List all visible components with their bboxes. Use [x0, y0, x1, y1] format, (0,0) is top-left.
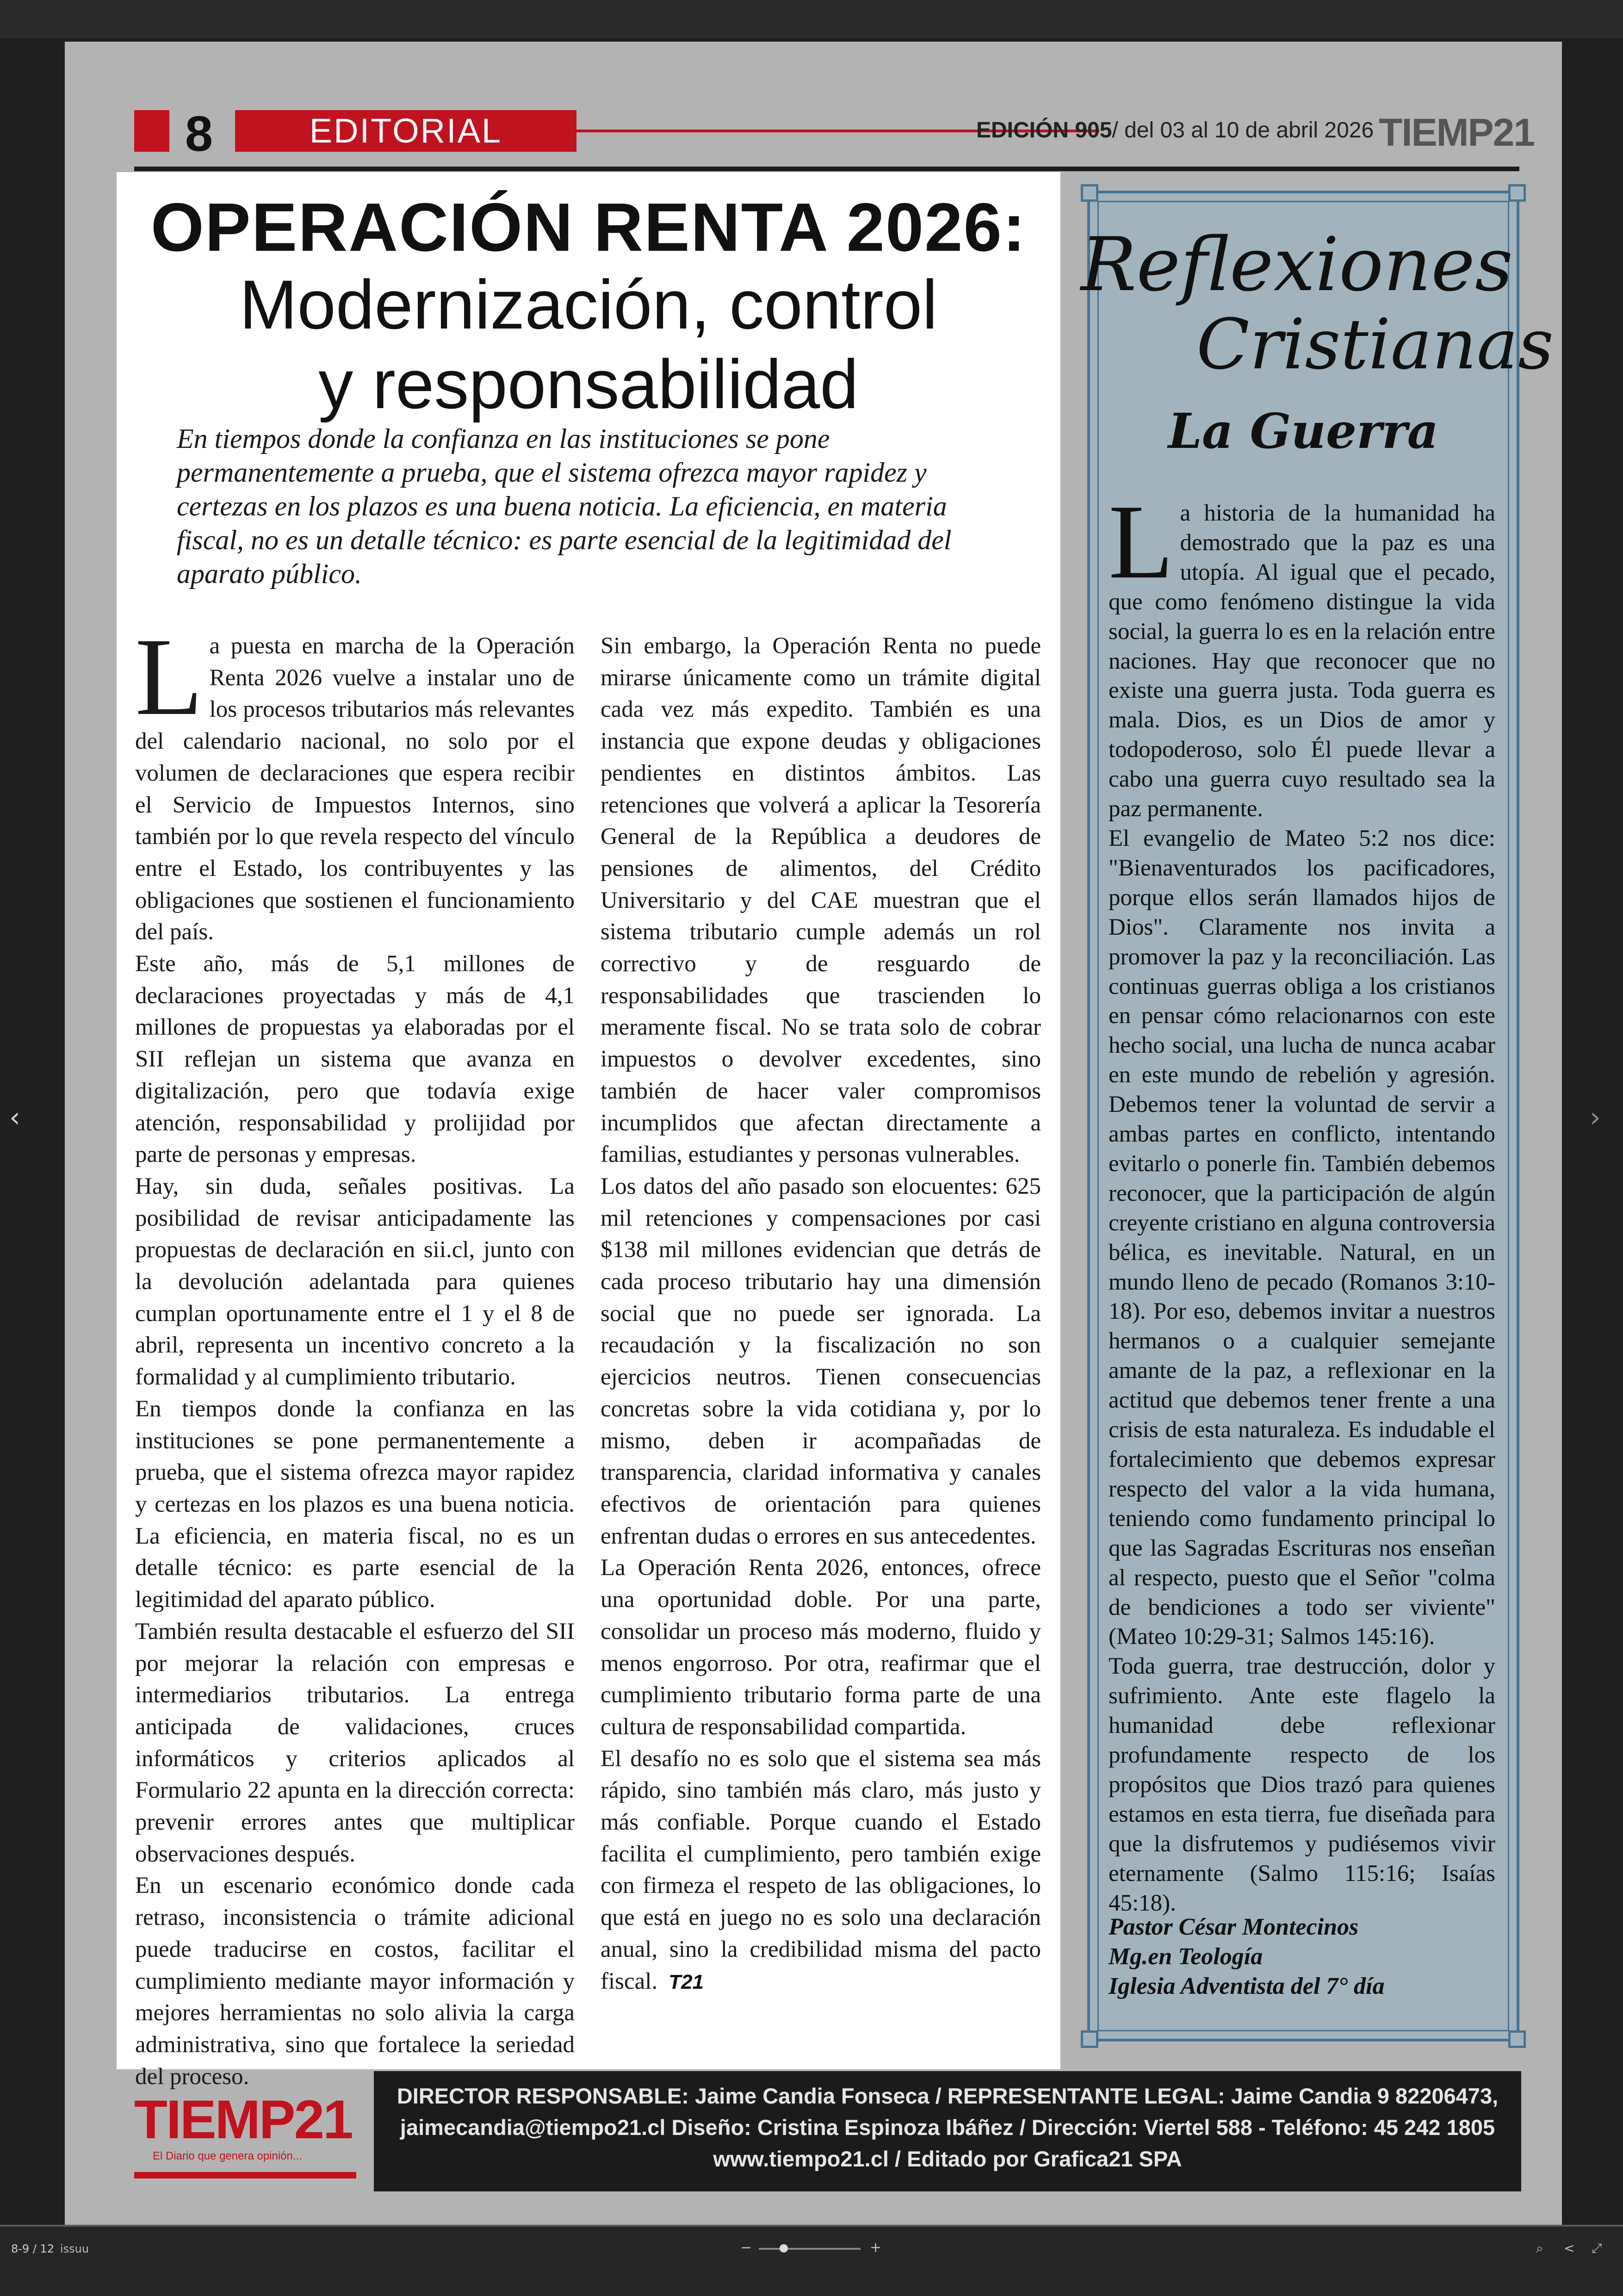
footer-logo-text: TIEMP21 — [134, 2089, 352, 2150]
fullscreen-icon[interactable]: ⤢ — [1592, 2240, 1602, 2256]
next-page-arrow-icon[interactable]: › — [1590, 1101, 1601, 1134]
signature-name: Pastor César Montecinos — [1109, 1914, 1359, 1940]
paragraph: La puesta en marcha de la Operación Renta 2026 vuelve a instalar uno de los procesos tributarios más relevantes del calendario nacional, no solo por el volumen de declaraciones que espera recibir el Servicio de Impuestos Internos, sino también por lo que revela respecto del vínculo entre el Estado, los contribuyentes y las obligaciones que sostienen el funcionamiento del país. — [135, 615, 575, 945]
paragraph: También resulta destacable el esfuerzo del SII por mejorar la relación con empresas e intermediarios tributarios. La entrega anticipada de validaciones, cruces informáticos y criterios aplicados al Formulario 22 apunta en la dirección correcta: prevenir errores antes que multiplicar observaciones después. — [135, 1618, 575, 1867]
title-line-1: OPERACIÓN RENTA 2026: — [150, 189, 1027, 266]
editorial-column-2 — [601, 630, 1041, 1998]
zoom-in-button[interactable]: + — [870, 2240, 882, 2256]
paragraph: Hay, sin duda, señales positivas. La posibilidad de revisar anticipadamente las propuestas de declaración en sii.cl, junto con la devolución adelantada para quienes cumplan oportunamente entre el 1 y el 8 de abril, representa un incentivo concreto a la formalidad y al cumplimiento tributario. — [135, 1173, 575, 1390]
paragraph: Sin embargo, la Operación Renta no puede mirarse únicamente como un trámite digital cada vez más expedito. También es una instancia que expone deudas y obligaciones pendientes en distintos ámbitos. Las retenciones que volverá a aplicar la Tesorería General de la República a deudores de pensiones de alimentos, del Crédito Universitario y del CAE muestran que el sistema tributario cumple además un rol correctivo y de resguardo de responsabilidades que trascienden lo meramente fiscal. No se trata solo de cobrar impuestos o devolver excedentes, sino también de hacer valer compromisos incumplidos que afectan directamente a familias, estudiantes y personas vulnerables. — [601, 633, 1041, 1168]
paragraph: En un escenario económico donde cada retraso, inconsistencia o trámite adicional puede traducirse en costos, facilitar el cumplimiento mediante mayor información y mejores herramientas no solo alivia la carga administrativa, sino que fortalece la seriedad del proceso. — [135, 1873, 575, 2090]
signature-church: Iglesia Adventista del 7° día — [1109, 1973, 1385, 1999]
page-header — [134, 105, 1535, 161]
paragraph: El evangelio de Mateo 5:2 nos dice: "Bienaventurados los pacificadores, porque ellos serán llamados hijos de Dios". Claramente nos invita a promover la paz y la reconciliación. Las continuas guerras obliga a los cristianos en pensar cómo relacionarnos con este hecho social, una lucha de nunca acabar en este mundo de rebelión y agresión. Debemos tener la voluntad de servir a ambas partes en conflicto, intentando evitarlo o ponerle fin. También debemos reconocer, que la participación de algún creyente cristiano en alguna controversia bélica, es inevitable. Natural, en un mundo lleno de pecado (Romanos 3:10-18). Por eso, debemos invitar a nuestros hermanos o a cualquier semejante amante de la paz, a reflexionar en la actitud que debemos tener frente a una crisis de esta naturaleza. Es indudable el fortalecimiento que debemos expresar respecto del valor a la vida humana, teniendo como fundamento principal lo que las Sagradas Escrituras nos enseñan al respecto, puesto que el Señor "colma de bendiciones a todo ser viviente" (Mateo 10:29-31; Salmos 145:16). — [1109, 825, 1495, 1650]
zoom-slider-handle[interactable] — [780, 2244, 788, 2253]
signature-degree: Mg.en Teología — [1109, 1943, 1263, 1970]
page-number: 8 — [185, 105, 213, 161]
reflexiones-body — [1109, 483, 1495, 1918]
footer-credits — [374, 2071, 1521, 2191]
section-label: EDITORIAL — [235, 110, 576, 152]
viewer-toolbar — [0, 2225, 1623, 2296]
reflexiones-heading: La Guerra — [1168, 403, 1439, 459]
paragraph: El desafío no es solo que el sistema sea más rápido, sino también más claro, más justo y más confiable. Porque cuando el Estado facilita el cumplimiento, pero también exige con firmeza el respeto de las obligaciones, lo que está en juego no es solo una declaración anual, sino la credibilidad misma del pacto fiscal. T21 — [601, 1743, 1041, 1998]
paragraph: Los datos del año pasado son elocuentes: 625 mil retenciones y compensaciones por casi $138 mil millones evidencian que detrás de cada proceso tributario hay una dimensión social que no puede ser ignorada. La recaudación y la fiscalización no son ejercicios neutros. Tienen consecuencias concretas sobre la vida cotidiana y, por lo mismo, deben ir acompañadas de transparencia, claridad informativa y canales efectivos de orientación para quienes enfrentan dudas o errores en sus antecedentes. — [601, 1173, 1041, 1549]
page-indicator: 8-9 / 12 — [11, 2242, 55, 2255]
footer-line-3: www.tiempo21.cl / Editado por Grafica21 SPA — [713, 2147, 1182, 2171]
footer-logo-bar — [134, 2172, 356, 2178]
signature — [1109, 1912, 1495, 2001]
share-icon[interactable]: < — [1564, 2240, 1575, 2256]
paragraph: La historia de la humanidad ha demostrado que la paz es una utopía. Al igual que el pecado, que como fenómeno distingue la vida social, la guerra lo es en la relación entre naciones. Hay que reconocer que no existe una guerra justa. Toda guerra es mala. Dios, es un Dios de amor y todopoderoso, solo Él puede llevar a cabo una guerra cuyo resultado sea la paz permanente. — [1109, 483, 1495, 822]
corner-ornament — [1508, 2030, 1526, 2048]
header-logo: TIEMP21 — [1379, 111, 1535, 154]
issuu-brand[interactable]: issuu — [60, 2242, 89, 2255]
end-mark-logo: T21 — [669, 1970, 704, 1993]
edition-number: EDICIÓN 905 — [976, 118, 1112, 143]
zoom-out-button[interactable]: − — [740, 2240, 752, 2256]
footer-logo — [134, 2090, 365, 2187]
header-rule — [134, 167, 1519, 171]
title-line-2: Modernización, control — [239, 266, 938, 343]
editorial-title — [117, 191, 1060, 424]
dropcap: L — [1109, 483, 1174, 601]
edition-date: / del 03 al 10 de abril 2026 — [1112, 118, 1374, 143]
title-line-3: y responsabilidad — [318, 345, 859, 423]
corner-ornament — [1081, 2030, 1098, 2048]
script-title-line-2: Cristianas — [1196, 304, 1554, 385]
corner-ornament — [1508, 184, 1526, 202]
paragraph: Toda guerra, trae destrucción, dolor y sufrimiento. Ante este flagelo la humanidad debe reflexionar profundamente respecto de los propósitos que Dios trazó para quienes estamos en esta tierra, fue diseñada para que la disfrutemos y pudiésemos vivir eternamente (Salmo 115:16; Isaías 45:18). — [1109, 1653, 1495, 1916]
editorial-lead: En tiempos donde la confianza en las instituciones se pone permanentemente a prueba, que el sistema ofrezca mayor rapidez y certezas en los plazos es una buena noticia. La eficiencia, en materia fiscal, no es un detalle técnico: es parte esencial de la legitimidad del aparato público. — [177, 423, 952, 589]
script-title-line-1: Reflexiones — [1081, 221, 1513, 308]
footer-logo-tagline: El Diario que genera opinión... — [153, 2150, 302, 2162]
viewer-top-strip — [0, 0, 1623, 38]
editorial-column-1 — [135, 615, 575, 2092]
footer-line-2: jaimecandia@tiempo21.cl Diseño: Cristina Espinoza Ibáñez / Dirección: Viertel 588 - Teléfono: 45 242 1805 — [400, 2115, 1495, 2140]
dropcap: L — [135, 615, 203, 738]
paragraph: Este año, más de 5,1 millones de declaraciones proyectadas y más de 4,1 millones de propuestas ya elaboradas por el SII reflejan un sistema que avanza en digitalización, pero que todavía exige atención, responsabilidad y prolijidad por parte de personas y empresas. — [135, 951, 575, 1168]
editorial-box — [117, 172, 1060, 2090]
corner-ornament — [1081, 184, 1098, 202]
prev-page-arrow-icon[interactable]: ‹ — [9, 1101, 20, 1134]
search-icon[interactable]: ⌕ — [1536, 2240, 1543, 2256]
paragraph: En tiempos donde la confianza en las instituciones se pone permanentemente a prueba, que el sistema ofrezca mayor rapidez y certezas en los plazos es una buena noticia. La eficiencia, en materia fiscal, no es un detalle técnico: es parte esencial de la legitimidad del aparato público. — [135, 1396, 575, 1613]
zoom-slider[interactable] — [759, 2248, 861, 2250]
reflexiones-panel — [1081, 191, 1554, 2042]
paragraph: La Operación Renta 2026, entonces, ofrece una oportunidad doble. Por una parte, consolidar un proceso más moderno, fluido y menos engorroso. Por otra, reafirmar que el cumplimiento tributario forma parte de una cultura de responsabilidad compartida. — [601, 1555, 1041, 1740]
header-red-block — [134, 110, 169, 152]
footer-line-1: DIRECTOR RESPONSABLE: Jaime Candia Fonseca / REPRESENTANTE LEGAL: Jaime Candia 9 82206473, — [396, 2084, 1499, 2108]
